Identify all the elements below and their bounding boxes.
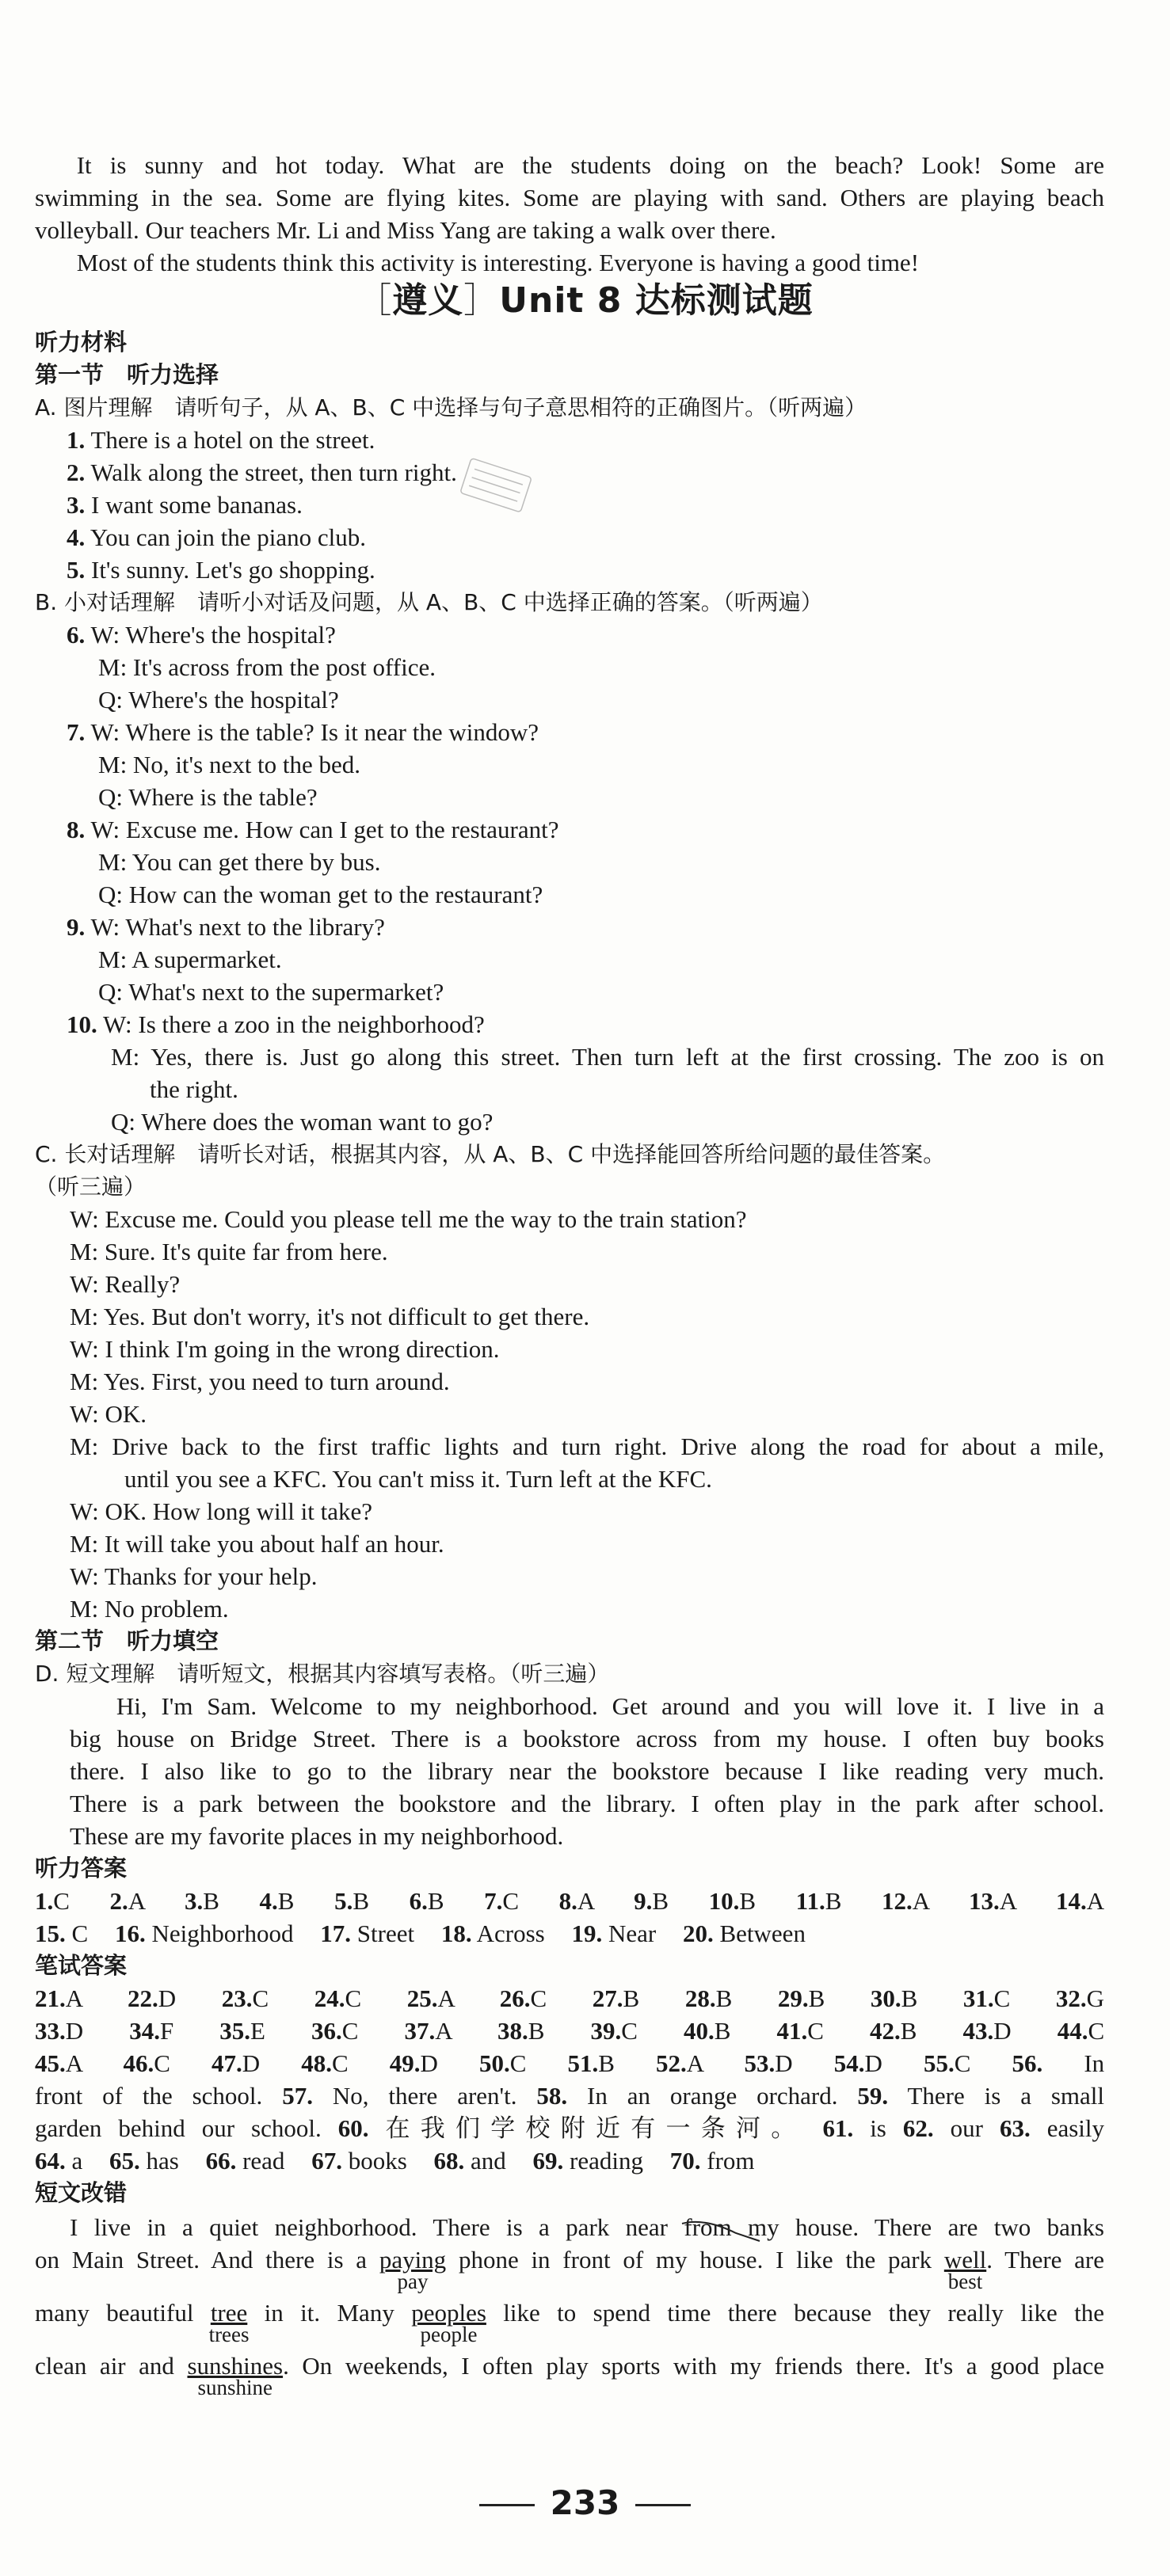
answer: 33.D — [35, 2017, 84, 2045]
page-number: 233 — [0, 2487, 1170, 2519]
answer: 60. 在我们学校附近有一条河。 — [337, 2114, 806, 2142]
answer-row — [35, 2144, 1104, 2177]
partD-passage — [35, 1690, 1104, 1852]
page-title — [0, 279, 1170, 323]
answer: 28.B — [684, 1984, 733, 2012]
answer: 65. has — [109, 2147, 179, 2175]
dialogue-line: W: I think I'm going in the wrong direction. — [70, 1335, 500, 1363]
dialogue-line: M: Drive back to the first traffic lights and turn right. Drive along the road for about a mile, — [70, 1433, 1104, 1460]
deleted-word: from — [684, 2211, 731, 2243]
item-text: I want some bananas. — [91, 491, 303, 519]
dialogue-line: Q: How can the woman get to the restaurant? — [98, 881, 543, 908]
answer: 55.C — [923, 2049, 971, 2077]
answer: 63. easily — [999, 2114, 1105, 2142]
answer: 14.A — [1056, 1887, 1105, 1915]
answer: 9.B — [634, 1887, 669, 1915]
correction-fix: sunshine — [197, 2376, 273, 2399]
partA-instruction: A. 图片理解 请听句子，从 A、B、C 中选择与句子意思相符的正确图片。（听两遍） — [35, 394, 867, 420]
answer: 40.B — [684, 2017, 731, 2045]
answer: 21.A — [35, 1984, 82, 2012]
dialogue-line: M: You can get there by bus. — [98, 848, 381, 876]
answer: 4.B — [259, 1887, 295, 1915]
answer: 37.A — [404, 2017, 452, 2045]
item-number: 3. — [67, 491, 86, 519]
long-dialogue — [35, 1203, 1104, 1625]
dialogue-line: M: No, it's next to the bed. — [98, 751, 361, 778]
answer-row — [35, 2079, 1104, 2112]
answer: 8.A — [558, 1887, 594, 1915]
dialogue-line: Q: Where is the table? — [98, 783, 318, 811]
answer: 35.E — [219, 2017, 265, 2045]
answer: 30.B — [870, 1984, 918, 2012]
answer: 41.C — [776, 2017, 824, 2045]
dialogue-line — [35, 813, 1104, 846]
answer: 25.A — [406, 1984, 455, 2012]
answer: 16. Neighborhood — [114, 1920, 294, 1947]
listening-answers-heading: 听力答案 — [35, 1855, 128, 1882]
item-number: 5. — [67, 556, 86, 584]
answer: 70. from — [669, 2147, 755, 2175]
answer: 54.D — [833, 2049, 882, 2077]
correction-error: peoples people — [411, 2299, 486, 2346]
dialogue-line: M: Yes, there is. Just go along this street. Then turn left at the first crossing. The zoo is on — [111, 1043, 1104, 1071]
correction-error: well best — [943, 2246, 987, 2293]
title-region: 遵义 — [392, 280, 464, 321]
item-text: It's sunny. Let's go shopping. — [91, 556, 375, 584]
list-item — [35, 424, 1104, 456]
answer: 7.C — [484, 1887, 520, 1915]
dialogue-line: M: Yes. But don't worry, it's not difficult to get there. — [70, 1303, 590, 1330]
intro-passage — [35, 149, 1104, 279]
list-item — [35, 521, 1104, 554]
dialogue-line — [35, 1008, 1104, 1041]
answer: 18. Across — [440, 1920, 545, 1947]
answer-row — [35, 1885, 1104, 1917]
dialogue-text: W: Excuse me. How can I get to the restaurant? — [90, 816, 559, 843]
answer: 66. read — [205, 2147, 285, 2175]
dialogue-line: M: No problem. — [70, 1595, 229, 1623]
answer: 52.A — [656, 2049, 703, 2077]
answer: 10.B — [708, 1887, 756, 1915]
section1-heading: 第一节 听力选择 — [35, 361, 219, 388]
dialogue-line — [35, 716, 1104, 748]
answer: 2.A — [109, 1887, 145, 1915]
list-item — [35, 554, 1104, 586]
answer: 49.D — [389, 2049, 438, 2077]
correction-line: on Main Street. And there is a paying pay phone in front of my house. I like the park well best . There are — [35, 2243, 1104, 2276]
dialogue-line: W: OK. How long will it take? — [70, 1497, 372, 1525]
answer: 23.C — [221, 1984, 269, 2012]
correction-fix: best — [947, 2270, 983, 2293]
answer: 1.C — [35, 1887, 70, 1915]
answer: 46.C — [123, 2049, 170, 2077]
answer: 50.C — [478, 2049, 527, 2077]
passage-line: These are my favorite places in my neighborhood. — [70, 1822, 564, 1850]
dialogue-line: Q: Where does the woman want to go? — [111, 1108, 494, 1136]
item-text: There is a hotel on the street. — [90, 426, 375, 454]
dialogue-line: W: Really? — [70, 1270, 181, 1298]
answer-row — [35, 2015, 1104, 2047]
correction-line: clean air and sunshines sunshine . On weekends, I often play sports with my friends there. It's a good place — [35, 2350, 1104, 2382]
listening-heading: 听力材料 — [35, 329, 128, 356]
correction-fix: people — [420, 2323, 478, 2346]
answer-row — [35, 2112, 1104, 2144]
answer: 69. reading — [532, 2147, 643, 2175]
delete-mark-icon — [680, 2217, 768, 2244]
answer: 26.C — [499, 1984, 547, 2012]
answer-row — [35, 2047, 1104, 2079]
item-number: 6. — [67, 621, 86, 649]
dialogue-line: M: A supermarket. — [98, 946, 282, 973]
dialogue-line — [35, 911, 1104, 943]
title-bracket: ［ — [356, 280, 393, 321]
answer: 20. Between — [682, 1920, 806, 1947]
dialogue-line: M: Yes. First, you need to turn around. — [70, 1368, 450, 1395]
dialogue-text: W: Where's the hospital? — [90, 621, 336, 649]
answer-row — [35, 1982, 1104, 2015]
item-number: 7. — [67, 718, 86, 746]
dialogue-line: M: It's across from the post office. — [98, 653, 436, 681]
answer: 43.D — [962, 2017, 1012, 2045]
item-text: You can join the piano club. — [90, 523, 367, 551]
answer: 59. There is a small — [857, 2082, 1105, 2110]
answer: 68. and — [433, 2147, 506, 2175]
title-bracket: ］ — [463, 280, 500, 321]
answer: 6.B — [409, 1887, 444, 1915]
content — [35, 326, 1105, 2399]
partC-instruction: （听三遍） — [35, 1174, 147, 1200]
correction-line: I live in a quiet neighborhood. There is a park near from my house. There are two banks — [35, 2211, 1104, 2243]
answer: 32.G — [1055, 1984, 1105, 2012]
dialogue-line: M: It will take you about half an hour. — [70, 1530, 444, 1558]
answer-row — [35, 1917, 1104, 1950]
partD-instruction: D. 短文理解 请听短文，根据其内容填写表格。（听三遍） — [35, 1661, 610, 1687]
correction-error: sunshines sunshine — [187, 2352, 284, 2399]
item-number: 9. — [67, 913, 86, 941]
answer: 15. C — [35, 1920, 89, 1947]
item-text: Walk along the street, then turn right. — [90, 459, 457, 486]
dialogue-line: W: Excuse me. Could you please tell me the way to the train station? — [70, 1205, 747, 1233]
dialogue-line: until you see a KFC. You can't miss it. Turn left at the KFC. — [124, 1465, 712, 1493]
answer: 67. books — [311, 2147, 407, 2175]
answer: 29.B — [777, 1984, 825, 2012]
item-number: 1. — [67, 426, 86, 454]
dialogue-line: Q: Where's the hospital? — [98, 686, 339, 713]
passage-line: there. I also like to go to the library near the bookstore because I like reading very much. — [70, 1757, 1104, 1785]
answer: 12.A — [881, 1887, 929, 1915]
answer: 22.D — [128, 1984, 177, 2012]
item-number: 4. — [67, 523, 86, 551]
correction-error: tree trees — [208, 2299, 250, 2346]
answer: 5.B — [334, 1887, 369, 1915]
answer: 48.C — [301, 2049, 349, 2077]
title-main: Unit 8 达标测试题 — [499, 280, 814, 321]
correction-error: paying pay — [379, 2246, 447, 2293]
dialogue-line: the right. — [150, 1075, 238, 1103]
intro-line: It is sunny and hot today. What are the students doing on the beach? Look! Some are — [76, 151, 1104, 179]
intro-line: volleyball. Our teachers Mr. Li and Miss Yang are taking a walk over there. — [35, 216, 776, 244]
answer: 36.C — [311, 2017, 359, 2045]
intro-line: Most of the students think this activity is interesting. Everyone is having a good time! — [76, 249, 920, 276]
passage-line: Hi, I'm Sam. Welcome to my neighborhood. Get around and you will love it. I live in a — [116, 1692, 1104, 1720]
answer: 56. In — [1012, 2049, 1105, 2077]
answer: 51.B — [567, 2049, 615, 2077]
intro-line: swimming in the sea. Some are flying kites. Some are playing with sand. Others are playing beach — [35, 184, 1104, 211]
answer: 38.B — [497, 2017, 545, 2045]
dialogue-text: W: Is there a zoo in the neighborhood? — [102, 1010, 485, 1038]
answer: 11.B — [795, 1887, 842, 1915]
correction-heading: 短文改错 — [35, 2179, 128, 2206]
divider — [479, 2504, 535, 2506]
answer: 42.B — [870, 2017, 917, 2045]
dialogue-text: W: Where is the table? Is it near the window? — [90, 718, 539, 746]
answer: front of the school. — [35, 2082, 263, 2110]
correction-line: many beautiful tree trees in it. Many peoples people like to spend time there because they really like the — [35, 2296, 1104, 2329]
passage-line: big house on Bridge Street. There is a bookstore across from my house. I often buy books — [70, 1725, 1104, 1752]
written-answers-heading: 笔试答案 — [35, 1952, 128, 1979]
correction-fix: pay — [397, 2270, 429, 2293]
answer: 19. Near — [571, 1920, 657, 1947]
answer: 64. a — [35, 2147, 83, 2175]
answer: 45.A — [35, 2049, 82, 2077]
dialogue-text: W: What's next to the library? — [90, 913, 385, 941]
passage-line: There is a park between the bookstore and the library. I often play in the park after school. — [70, 1790, 1104, 1817]
correction-fix: trees — [208, 2323, 250, 2346]
dialogue-line: M: Sure. It's quite far from here. — [70, 1238, 388, 1265]
answer: 3.B — [185, 1887, 219, 1915]
answer: 44.C — [1057, 2017, 1105, 2045]
section2-heading: 第二节 听力填空 — [35, 1627, 219, 1654]
divider — [635, 2504, 691, 2506]
correction-passage — [35, 2211, 1105, 2399]
answer: 31.C — [962, 1984, 1011, 2012]
answer: 39.C — [590, 2017, 638, 2045]
answer: 61. is — [822, 2114, 886, 2142]
partC-instruction: C. 长对话理解 请听长对话，根据其内容，从 A、B、C 中选择能回答所给问题的最佳答案。 — [35, 1141, 946, 1167]
answer: 58. In an orange orchard. — [536, 2082, 838, 2110]
list-item — [35, 456, 1104, 489]
answer: 24.C — [314, 1984, 362, 2012]
answer: 34.F — [129, 2017, 174, 2045]
answer: 53.D — [744, 2049, 793, 2077]
answer: 27.B — [592, 1984, 640, 2012]
answer: 17. Street — [320, 1920, 415, 1947]
answer: 62. our — [902, 2114, 983, 2142]
answer: 57. No, there aren't. — [282, 2082, 517, 2110]
dialogue-line: W: Thanks for your help. — [70, 1562, 318, 1590]
answer: 13.A — [968, 1887, 1016, 1915]
dialogue-line: Q: What's next to the supermarket? — [98, 978, 444, 1006]
list-item — [35, 489, 1104, 521]
dialogue-line: W: OK. — [70, 1400, 147, 1428]
answer: 47.D — [212, 2049, 261, 2077]
item-number: 2. — [67, 459, 86, 486]
item-number: 8. — [67, 816, 86, 843]
dialogue-line — [35, 618, 1104, 651]
answer: garden behind our school. — [35, 2114, 322, 2142]
partB-instruction: B. 小对话理解 请听小对话及问题，从 A、B、C 中选择正确的答案。（听两遍） — [35, 589, 823, 615]
item-number: 10. — [67, 1010, 97, 1038]
